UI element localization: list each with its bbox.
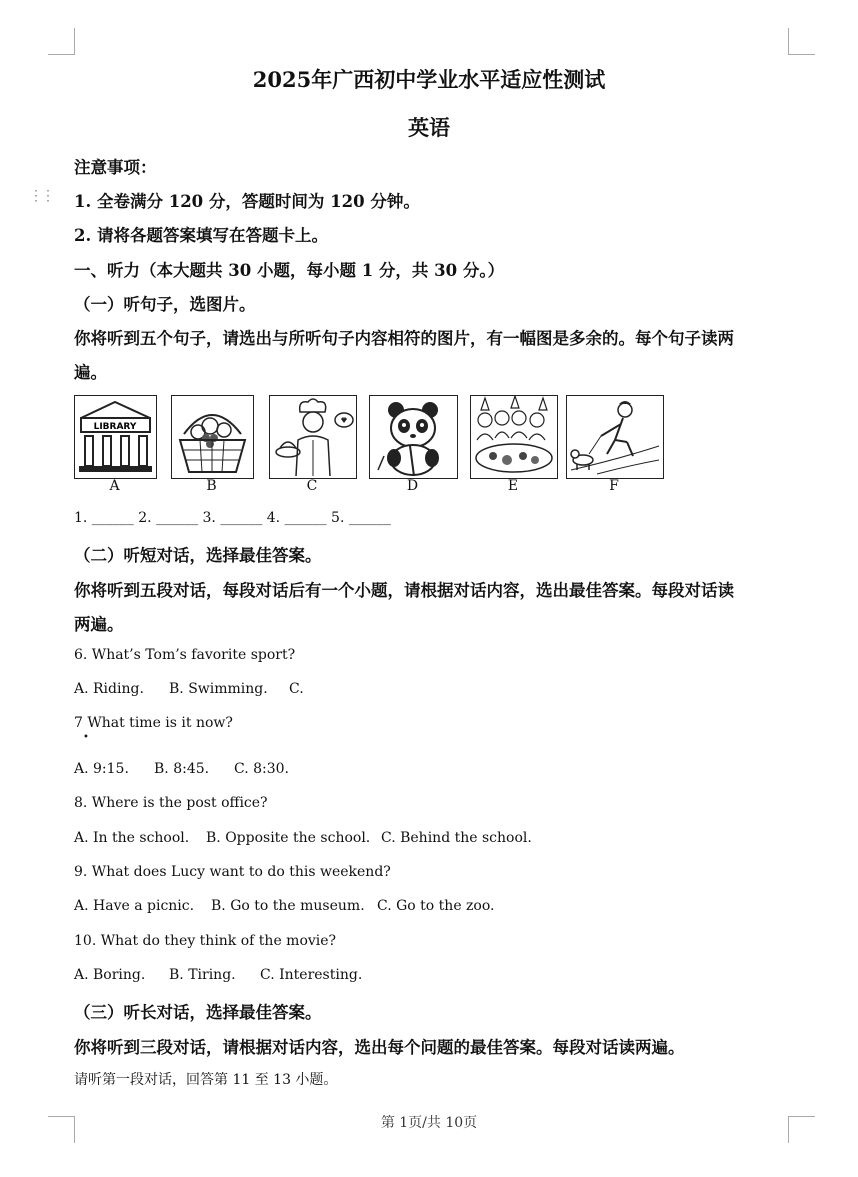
part-instruction: 你将听到五个句子，请选出与所听句子内容相符的图片，有一幅图是多余的。每个句子读两 — [74, 329, 734, 348]
page-corner-mark — [788, 28, 815, 55]
question-text: 6. What’s Tom’s favorite sport? — [74, 647, 296, 663]
sub-instruction: 请听第一段对话，回答第 11 至 13 小题。 — [74, 1072, 338, 1088]
fruit-basket-icon — [171, 395, 254, 479]
page-corner-mark — [48, 28, 75, 55]
option-text: B. Go to the museum. — [211, 898, 365, 914]
option-text: C. Interesting. — [260, 967, 363, 983]
question-text: 7 What time is it now? — [74, 715, 233, 731]
option-text: A. In the school. — [74, 830, 190, 846]
notice-item: 2. 请将各题答案填写在答题卡上。 — [74, 226, 328, 245]
chef-icon — [269, 395, 357, 479]
option-text: B. Opposite the school. — [206, 830, 371, 846]
option-text: A. 9:15. — [74, 761, 129, 777]
library-sign: LIBRARY — [93, 422, 137, 432]
option-text: B. Tiring. — [169, 967, 236, 983]
part-instruction: 你将听到五段对话，每段对话后有一个小题，请根据对话内容，选出最佳答案。每段对话读 — [74, 581, 734, 600]
library-icon — [74, 395, 157, 479]
question-text: 10. What do they think of the movie? — [74, 933, 337, 949]
part-instruction: 你将听到三段对话，请根据对话内容，选出每个问题的最佳答案。每段对话读两遍。 — [74, 1038, 685, 1057]
option-text: C. Go to the zoo. — [377, 898, 495, 914]
answer-blanks: 1. ______ 2. ______ 3. ______ 4. ______ 5. ______ — [74, 510, 391, 526]
page-number: 第 1页/共 10页 — [380, 1115, 478, 1131]
drag-handle-icon[interactable]: ⋮⋮ — [29, 188, 53, 204]
question-text: 8. Where is the post office? — [74, 795, 268, 811]
picture-label: D — [406, 478, 419, 494]
picture-label: E — [507, 478, 519, 494]
option-text: C. Behind the school. — [381, 830, 532, 846]
option-text: A. Have a picnic. — [74, 898, 195, 914]
picture-label: C — [306, 478, 318, 494]
exam-subject: 英语 — [408, 115, 450, 140]
stray-dot: • — [83, 732, 89, 743]
notice-heading: 注意事项： — [74, 158, 157, 177]
part-heading: （一）听句子，选图片。 — [74, 295, 256, 314]
picture-options — [74, 395, 674, 495]
option-text: A. Riding. — [74, 681, 144, 697]
option-text: C. 8:30. — [234, 761, 290, 777]
option-text: A. Boring. — [74, 967, 146, 983]
picture-label: A — [109, 478, 120, 494]
party-dinner-icon — [470, 395, 558, 479]
option-text: B. 8:45. — [154, 761, 210, 777]
picture-label: F — [609, 478, 619, 494]
question-text: 9. What does Lucy want to do this weekend? — [74, 864, 391, 880]
section-heading: 一、听力（本大题共 30 小题，每小题 1 分，共 30 分。） — [74, 261, 505, 280]
option-text: B. Swimming. — [169, 681, 268, 697]
part-heading: （三）听长对话，选择最佳答案。 — [74, 1003, 322, 1022]
option-text: C. — [289, 681, 304, 697]
notice-item: 1. 全卷满分 120 分，答题时间为 120 分钟。 — [74, 192, 420, 211]
boy-walking-dog-icon — [566, 395, 664, 479]
picture-label: B — [206, 478, 217, 494]
panda-icon — [369, 395, 458, 479]
exam-title: 2025年广西初中学业水平适应性测试 — [252, 67, 606, 92]
part-heading: （二）听短对话，选择最佳答案。 — [74, 546, 322, 565]
part-instruction: 两遍。 — [74, 615, 124, 634]
part-instruction: 遍。 — [74, 363, 107, 382]
